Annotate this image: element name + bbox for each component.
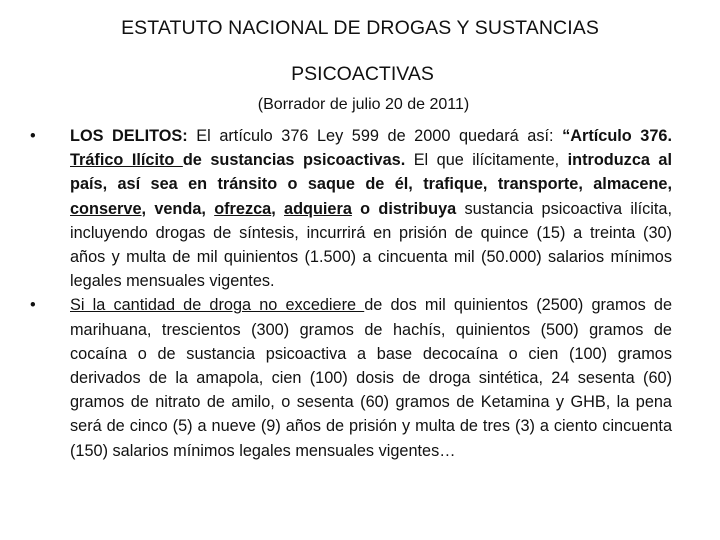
verb-adquiera-bold [284,200,352,218]
article-title-bold [70,151,183,169]
label-colon: : [182,127,188,145]
verb-ofrezca: ofrezca [214,199,272,218]
bullet-marker: • [30,127,36,145]
condition-underlined: Si la cantidad de droga no excediere [70,296,365,315]
bullet-item-cantidad [30,293,672,462]
text-segment: de dos mil quinientos (2500) gramos de marihuana, trescientos (300) gramos de hachís, quinientos (500) gramos de cocaína o de sustancia psicoactiva a base decocaína o cien (100) gramos derivados de la amapola, cien (100) dosis de droga sintética, 24 sesenta (60) gramos de nitrato de amilo, o sesenta (60) gramos de Ketamina y GHB, la pena será de cinco (5) a nueve (9) años de prisión y multa de tres (3) a ciento cincuenta (150) salarios mínimos legales mensuales vigentes… [70,296,672,460]
verbs-bold: o distribuya [351,199,457,218]
verb-ofrezca-bold [214,200,271,218]
text-segment: El que ilícitamente, [405,151,568,170]
verbs-bold: , [271,199,285,218]
text-segment: El artículo 376 Ley 599 de 2000 quedará así: [187,127,563,145]
verb-conserve-bold [70,200,142,218]
document-title-line-1: ESTATUTO NACIONAL DE DROGAS Y SUSTANCIAS [121,17,599,39]
text-segment: sustancia psicoactiva ilícita, incluyendo drogas de síntesis, incurrirá en prisión de quince (15) a treinta (30) años y multa de mil quinientos (1.500) a cincuenta mil (50.000) salarios mínimos legales mensuales vigentes. [70,199,672,291]
bullet-item-los-delitos [30,124,672,293]
bullet-text [70,127,672,290]
document-subtitle: (Borrador de julio 20 de 2011) [257,96,470,113]
article-title-rest: de sustancias psicoactivas. [182,151,406,170]
bullet-text [70,296,672,459]
bullet-list [30,124,672,463]
document-title-line-2: PSICOACTIVAS [291,63,434,85]
bullet-marker: • [30,296,36,315]
article-heading: “Artículo 376. [562,127,672,145]
verbs-bold: , venda, [141,199,215,218]
article-title-underlined: Tráfico Ilícito [70,151,183,170]
verb-conserve: conserve [70,199,142,218]
section-label-los-delitos: LOS DELITOS [70,127,183,145]
verb-adquiera: adquiera [284,199,352,218]
verbs-bold: introduzca al país, así sea en tránsito o saque de él, trafique, transporte, almacene, [70,151,672,194]
